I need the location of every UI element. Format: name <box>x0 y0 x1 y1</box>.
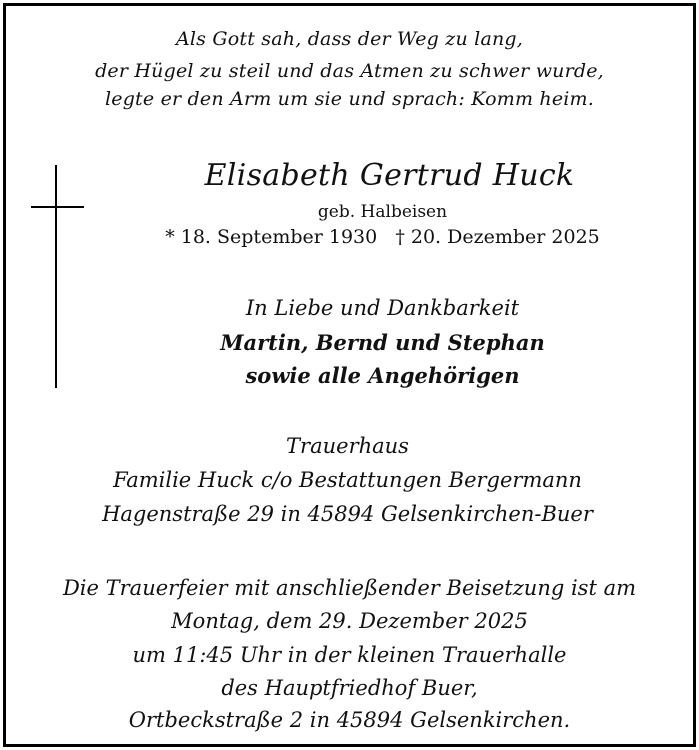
ceremony-line-1: Die Trauerfeier mit anschließender Beisetzung ist am <box>62 576 637 600</box>
poem-line-1: Als Gott sah, dass der Weg zu lang, <box>175 28 524 50</box>
birth-name: geb. Halbeisen <box>317 202 448 222</box>
ceremony-line-4: des Hauptfriedhof Buer, <box>221 676 478 700</box>
deceased-name: Elisabeth Gertrud Huck <box>204 158 575 193</box>
ceremony-line-5: Ortbeckstraße 2 in 45894 Gelsenkirchen. <box>128 708 571 732</box>
mourners-names: Martin, Bernd und Stephan <box>220 330 545 355</box>
ceremony-line-3: um 11:45 Uhr in der kleinen Trauerhalle <box>132 643 567 667</box>
ceremony-line-2: Montag, dem 29. Dezember 2025 <box>171 609 528 633</box>
life-dates: * 18. September 1930 † 20. Dezember 2025 <box>165 226 600 248</box>
trauerhaus-line-2: Hagenstraße 29 in 45894 Gelsenkirchen-Buer <box>102 502 593 526</box>
trauerhaus-title: Trauerhaus <box>286 434 409 458</box>
poem-line-3: legte er den Arm um sie und sprach: Komm heim. <box>104 88 595 110</box>
mourners-others: sowie alle Angehörigen <box>245 363 520 388</box>
trauerhaus-line-1: Familie Huck c/o Bestattungen Bergermann <box>113 468 582 492</box>
poem-line-2: der Hügel zu steil und das Atmen zu schwer wurde, <box>95 60 604 82</box>
mourners-intro: In Liebe und Dankbarkeit <box>245 296 520 320</box>
